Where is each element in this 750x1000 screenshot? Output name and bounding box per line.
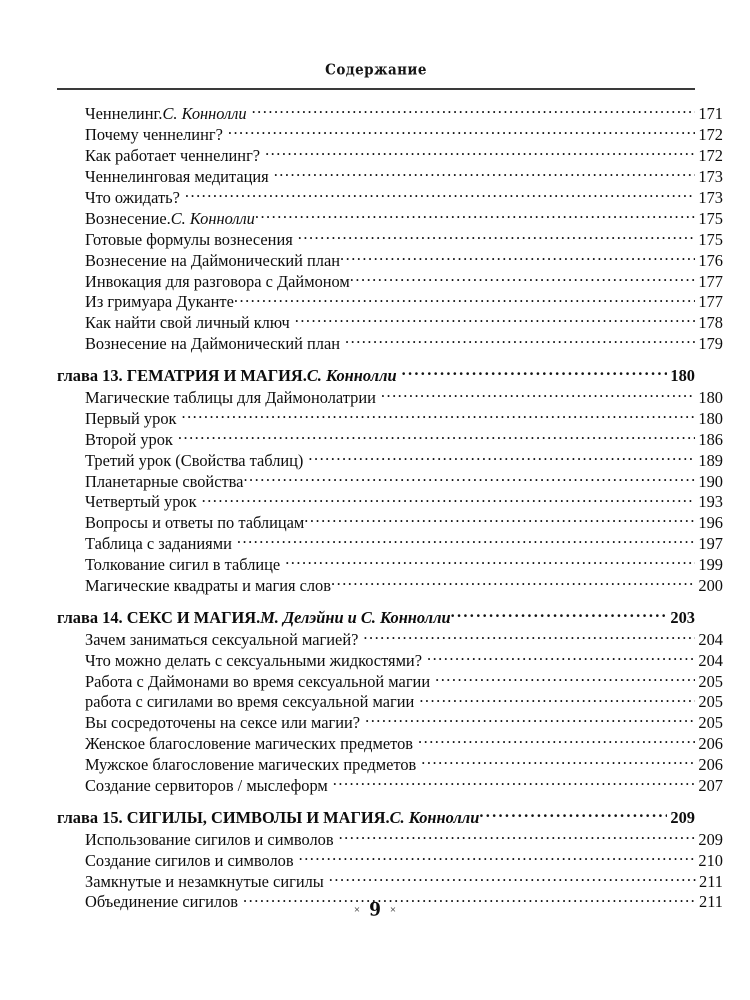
toc-entry-title: Создание сервиторов / мыслеформ — [85, 776, 328, 795]
toc-dot-leader — [298, 228, 696, 244]
toc-page-number: 172 — [698, 146, 723, 166]
toc-entry-title: Что ожидать? — [85, 187, 180, 207]
toc-entry-row[interactable] — [57, 849, 723, 870]
toc-entry-title: Вы сосредоточены на сексе или магии? — [85, 713, 361, 733]
toc-dot-leader — [178, 428, 696, 444]
toc-page-number: 175 — [698, 208, 723, 228]
toc-entry-row[interactable] — [57, 166, 723, 187]
toc-entry-row[interactable] — [57, 270, 723, 291]
folio-left-ornament-icon: × — [353, 904, 361, 916]
toc-entry-title: Планетарные свойства — [85, 471, 244, 491]
toc-entry-author: С. Коннолли — [306, 366, 397, 386]
toc-dot-leader — [274, 166, 696, 182]
toc-page-number: 175 — [698, 229, 723, 249]
toc-entry-title: Магические таблицы для Даймонолатрии — [85, 387, 376, 407]
toc-dot-leader — [427, 649, 695, 665]
toc-dot-leader — [350, 270, 696, 286]
toc-dot-leader — [228, 124, 696, 140]
toc-entry-row[interactable] — [57, 754, 723, 775]
toc-entry-row[interactable] — [57, 691, 723, 712]
toc-page-number: 180 — [698, 387, 723, 407]
toc-page-number: 190 — [698, 471, 723, 491]
toc-entry-title: Объединение сигилов — [85, 892, 239, 912]
toc-chapter-row[interactable] — [57, 606, 695, 627]
toc-entry-author: С. Коннолли — [170, 208, 255, 228]
toc-entry-title: Почему ченнелинг? — [85, 125, 223, 145]
toc-page-number: 205 — [698, 671, 723, 691]
toc-dot-leader — [255, 207, 696, 223]
toc-entry-row[interactable] — [57, 103, 723, 124]
toc-page-number: 189 — [698, 450, 723, 470]
toc-chapter-row[interactable] — [57, 807, 695, 828]
toc-dot-leader — [285, 554, 695, 570]
toc-entry-title: глава 15. СИГИЛЫ, СИМВОЛЫ И МАГИЯ. — [57, 807, 390, 827]
toc-entry-title: Как найти свой личный ключ — [85, 313, 290, 333]
toc-page-number: 211 — [699, 871, 723, 891]
toc-dot-leader — [243, 470, 695, 486]
toc-entry-title: Магические квадраты и магия слов — [85, 575, 331, 595]
toc-dot-leader — [333, 775, 696, 791]
toc-page-number: 193 — [698, 492, 723, 512]
toc-dot-leader — [421, 754, 695, 770]
header-rule — [57, 88, 695, 90]
toc-dot-leader — [295, 312, 696, 328]
toc-page-number: 177 — [698, 292, 723, 312]
toc-entry-title: глава 14. СЕКС И МАГИЯ. — [57, 607, 261, 627]
toc-page-number: 205 — [698, 713, 723, 733]
toc-page-number: 180 — [698, 408, 723, 428]
toc-dot-leader — [252, 103, 696, 119]
toc-page-number: 206 — [698, 755, 723, 775]
toc-entry-title: Толкование сигил в таблице — [85, 555, 281, 575]
toc-entry-row[interactable] — [57, 228, 723, 249]
toc-dot-leader — [181, 407, 695, 423]
toc-entry-row[interactable] — [57, 870, 723, 891]
toc-dot-leader — [265, 145, 695, 161]
toc-entry-row[interactable] — [57, 775, 723, 796]
toc-dot-leader — [185, 187, 696, 203]
toc-dot-leader — [435, 670, 695, 686]
toc-entry-title: Таблица с заданиями — [85, 534, 232, 554]
toc-entry-title: Создание сигилов и символов — [85, 850, 294, 870]
toc-entry-title: Второй урок — [85, 429, 173, 449]
toc-entry-row[interactable] — [57, 333, 723, 354]
toc-entry-title: Готовые формулы вознесения — [85, 229, 293, 249]
folio-page-number: 9 — [369, 899, 381, 921]
toc-entry-title: Как работает ченнелинг? — [85, 146, 261, 166]
toc-dot-leader — [418, 733, 695, 749]
toc-page-number: 177 — [698, 271, 723, 291]
toc-dot-leader — [329, 870, 696, 886]
toc-entry-title: Из гримуара Дуканте — [85, 292, 234, 312]
toc-entry-title: Зачем заниматься сексуальной магией? — [85, 629, 359, 649]
toc-entry-title: Вознесение на Даймонический план — [85, 334, 341, 354]
toc-dot-leader — [365, 712, 695, 728]
toc-dot-leader — [363, 628, 695, 644]
toc-dot-leader — [479, 807, 667, 823]
toc-dot-leader — [451, 606, 668, 622]
toc-entry-row[interactable] — [57, 312, 723, 333]
toc-entry-title: Четвертый урок — [85, 492, 197, 512]
toc-dot-leader — [308, 449, 695, 465]
toc-entry-row[interactable] — [57, 491, 723, 512]
toc-dot-leader — [304, 512, 695, 528]
folio-right-ornament-icon: × — [389, 904, 397, 916]
toc-entry-title: Вознесение на Даймонический план — [85, 250, 341, 270]
toc-dot-leader — [419, 691, 695, 707]
toc-page-number: 186 — [698, 429, 723, 449]
toc-entry-title: Вознесение. — [85, 208, 171, 228]
toc-page-number: 178 — [698, 313, 723, 333]
toc-page-number: 211 — [699, 892, 723, 912]
toc-page-number: 172 — [698, 125, 723, 145]
toc-page-number: 173 — [698, 187, 723, 207]
toc-page-number: 206 — [698, 734, 723, 754]
toc-entry-row[interactable] — [57, 533, 723, 554]
toc-entry-row[interactable] — [57, 470, 723, 491]
toc-page-number: 197 — [698, 534, 723, 554]
toc-entry-title: Замкнутые и незамкнутые сигилы — [85, 871, 324, 891]
toc-entry-title: Инвокация для разговора с Даймоном — [85, 271, 350, 291]
toc-entry-title: Первый урок — [85, 408, 177, 428]
toc-page-number: 210 — [698, 850, 723, 870]
toc-dot-leader — [237, 533, 696, 549]
running-head — [57, 62, 695, 80]
toc-dot-leader — [381, 387, 696, 403]
toc-entry-row[interactable] — [57, 828, 723, 849]
toc-entry-row[interactable] — [57, 554, 723, 575]
toc-page-number: 203 — [670, 607, 695, 627]
toc-page-number: 176 — [698, 250, 723, 270]
toc-entry-row[interactable] — [57, 628, 723, 649]
toc-entry-title: Что можно делать с сексуальными жидкостями? — [85, 650, 422, 670]
toc-entry-row[interactable] — [57, 428, 723, 449]
toc-entry-row[interactable] — [57, 387, 723, 408]
toc-entry-row[interactable] — [57, 649, 723, 670]
toc-entry-row[interactable] — [57, 733, 723, 754]
toc-entry-title: Ченнелинговая медитация — [85, 167, 269, 187]
toc-page-number: 196 — [698, 513, 723, 533]
toc-page-number: 204 — [698, 629, 723, 649]
toc-page-number: 180 — [670, 366, 695, 386]
toc-dot-leader — [340, 249, 695, 265]
toc-entry-row[interactable] — [57, 207, 723, 228]
toc-page-number: 209 — [698, 829, 723, 849]
toc-entry-row[interactable] — [57, 291, 723, 312]
toc-entry-author: С. Коннолли — [389, 807, 480, 827]
toc-entry-title: Ченнелинг. — [85, 104, 163, 124]
toc-chapter-row[interactable] — [57, 365, 695, 386]
toc-dot-leader — [331, 575, 695, 591]
toc-dot-leader — [339, 828, 696, 844]
toc-entry-title: Работа с Даймонами во время сексуальной магии — [85, 671, 431, 691]
toc-entry-row[interactable] — [57, 712, 723, 733]
toc-page-number: 173 — [698, 167, 723, 187]
toc-entry-title: Использование сигилов и символов — [85, 829, 334, 849]
toc-page-number: 171 — [698, 104, 723, 124]
toc-entry-title: Вопросы и ответы по таблицам — [85, 513, 305, 533]
toc-page-number: 179 — [698, 334, 723, 354]
toc-page-number: 199 — [698, 555, 723, 575]
toc-page-number: 204 — [698, 650, 723, 670]
toc-entry-row[interactable] — [57, 145, 723, 166]
toc-entry-row[interactable] — [57, 124, 723, 145]
table-of-contents — [57, 103, 723, 912]
toc-dot-leader — [234, 291, 696, 307]
toc-page-number: 200 — [698, 575, 723, 595]
toc-entry-row[interactable] — [57, 449, 723, 470]
toc-dot-leader — [202, 491, 696, 507]
page-folio — [0, 900, 750, 920]
toc-entry-row[interactable] — [57, 249, 723, 270]
toc-entry-title: глава 13. ГЕМАТРИЯ И МАГИЯ. — [57, 366, 307, 386]
running-head-title: Содержание — [325, 61, 427, 79]
toc-entry-row[interactable] — [57, 187, 723, 208]
toc-entry-row[interactable] — [57, 512, 723, 533]
toc-page-number: 207 — [698, 776, 723, 795]
toc-entry-title: работа с сигилами во время сексуальной магии — [85, 692, 415, 712]
toc-page-number: 209 — [670, 807, 695, 827]
toc-entry-row[interactable] — [57, 670, 723, 691]
toc-entry-author: С. Коннолли — [162, 104, 247, 124]
toc-entry-title: Третий урок (Свойства таблиц) — [85, 450, 304, 470]
toc-entry-row[interactable] — [57, 575, 723, 596]
toc-dot-leader — [402, 365, 668, 381]
toc-entry-row[interactable] — [57, 407, 723, 428]
toc-entry-author: М. Делэйни и С. Коннолли — [260, 607, 451, 627]
toc-entry-title: Мужское благословение магических предметов — [85, 755, 417, 775]
toc-dot-leader — [345, 333, 695, 349]
toc-dot-leader — [299, 849, 696, 865]
toc-page-number: 205 — [698, 692, 723, 712]
toc-entry-title: Женское благословение магических предметов — [85, 734, 414, 754]
